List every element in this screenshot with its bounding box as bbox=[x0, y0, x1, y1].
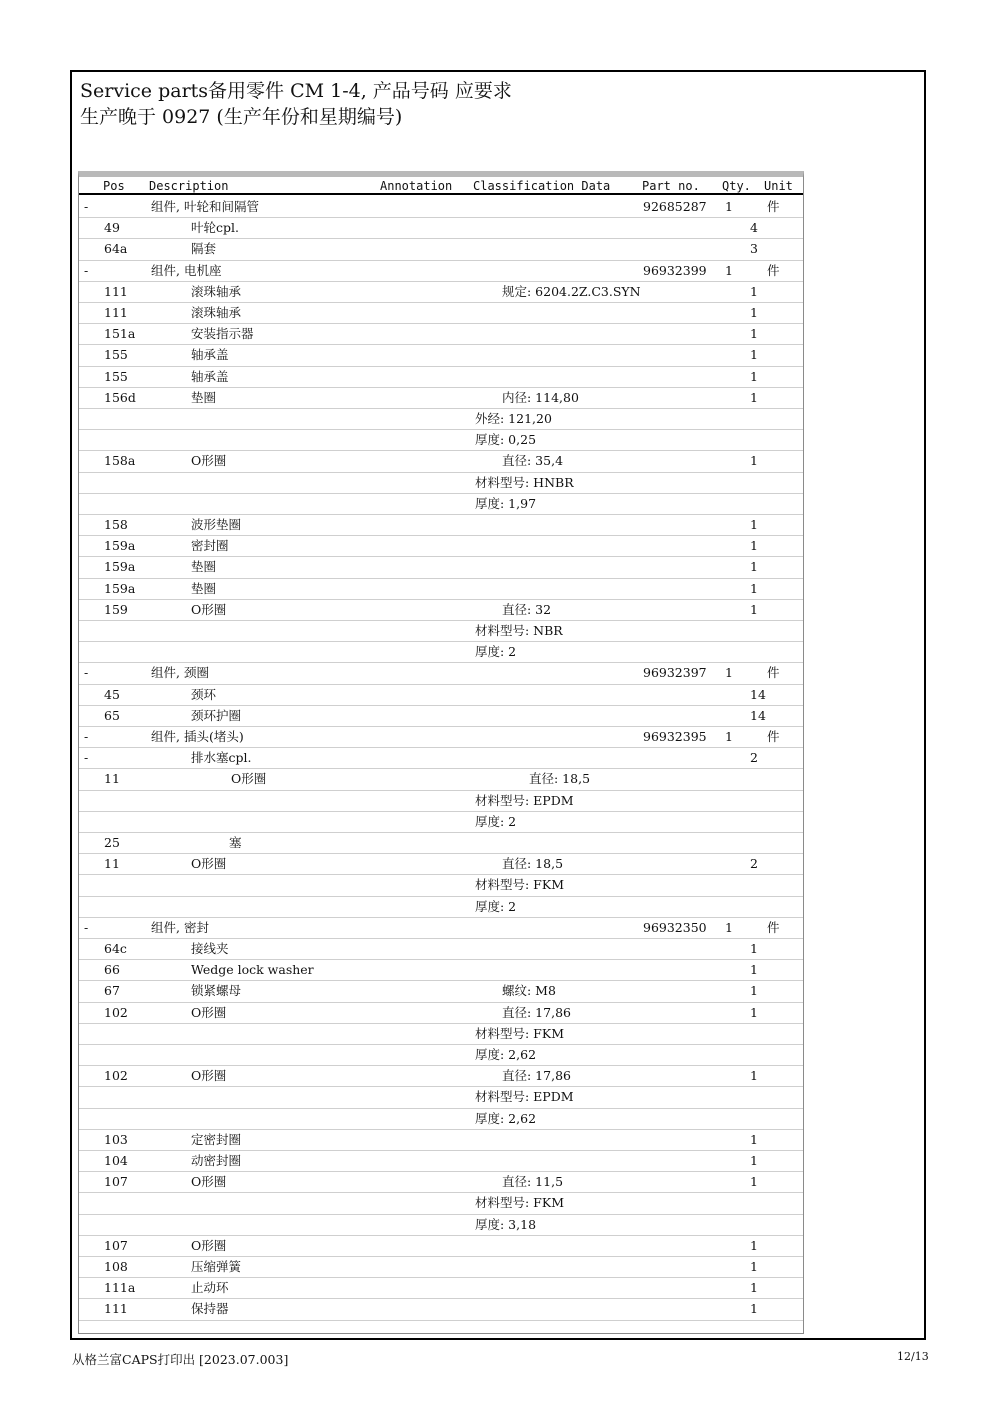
cell-classification: 材料型号: EPDM bbox=[475, 792, 574, 808]
table-row bbox=[79, 409, 803, 430]
col-unit-header: Unit bbox=[764, 179, 793, 193]
table-row bbox=[79, 960, 803, 981]
col-partno-header: Part no. bbox=[642, 179, 700, 193]
table-row bbox=[79, 1299, 803, 1320]
cell-unit: 件 bbox=[767, 729, 780, 744]
cell-description: 止动环 bbox=[191, 1280, 229, 1296]
cell-qty: 1 bbox=[725, 729, 733, 744]
cell-pos: 151a bbox=[104, 326, 136, 342]
title-line-1: Service parts备用零件 CM 1-4, 产品号码 应要求 bbox=[80, 80, 512, 102]
cell-qty: 1 bbox=[750, 305, 758, 320]
cell-description: 隔套 bbox=[191, 241, 217, 257]
cell-qty: 1 bbox=[750, 559, 758, 575]
cell-qty: 1 bbox=[750, 347, 758, 363]
cell-classification: 材料型号: FKM bbox=[475, 877, 564, 893]
cell-description: O形圈 bbox=[191, 453, 227, 469]
cell-description: 压缩弹簧 bbox=[191, 1259, 242, 1274]
table-row bbox=[79, 324, 803, 345]
cell-description: 定密封圈 bbox=[191, 1131, 242, 1147]
table-row bbox=[79, 1215, 803, 1236]
cell-qty: 1 bbox=[750, 283, 758, 299]
cell-classification: 直径: 35,4 bbox=[502, 453, 564, 469]
cell-part-no: 96932395 bbox=[643, 729, 707, 744]
table-row bbox=[79, 1087, 803, 1108]
cell-pos: 159 bbox=[104, 601, 128, 617]
col-classification-header: Classification Data bbox=[473, 179, 611, 193]
cell-unit: 件 bbox=[767, 665, 780, 681]
col-annotation-header: Annotation bbox=[380, 179, 453, 193]
cell-classification: 规定: 6204.2Z.C3.SYN bbox=[502, 283, 641, 299]
footer-page-number: 12/13 bbox=[897, 1350, 929, 1363]
table-row bbox=[79, 197, 803, 218]
cell-qty: 3 bbox=[750, 241, 758, 257]
cell-pos: 158 bbox=[104, 517, 128, 532]
cell-classification: 内径: 114,80 bbox=[502, 389, 579, 405]
cell-pos: 11 bbox=[104, 771, 120, 787]
cell-classification: 螺纹: M8 bbox=[502, 983, 556, 999]
cell-pos: 64c bbox=[104, 941, 127, 956]
cell-description: 密封圈 bbox=[191, 538, 229, 554]
table-row bbox=[79, 897, 803, 918]
table-row bbox=[79, 854, 803, 875]
cell-description: Wedge lock washer bbox=[191, 962, 314, 978]
cell-description: O形圈 bbox=[231, 771, 267, 787]
cell-pos: 107 bbox=[104, 1174, 128, 1190]
cell-qty: 1 bbox=[725, 262, 733, 278]
cell-pos: - bbox=[84, 729, 89, 744]
cell-pos: 111 bbox=[104, 283, 128, 299]
cell-qty: 1 bbox=[750, 1237, 758, 1253]
cell-qty: 1 bbox=[750, 1131, 758, 1147]
cell-unit: 件 bbox=[767, 262, 780, 278]
table-row bbox=[79, 706, 803, 727]
table-row bbox=[79, 282, 803, 303]
cell-qty: 1 bbox=[750, 983, 758, 999]
cell-part-no: 96932397 bbox=[643, 665, 707, 681]
cell-description: 轴承盖 bbox=[191, 347, 229, 363]
cell-qty: 14 bbox=[750, 707, 766, 723]
table-row bbox=[79, 663, 803, 684]
table-row bbox=[79, 367, 803, 388]
table-row bbox=[79, 1172, 803, 1193]
cell-pos: 103 bbox=[104, 1131, 128, 1147]
cell-description: O形圈 bbox=[191, 601, 227, 617]
cell-pos: 107 bbox=[104, 1237, 128, 1253]
table-row bbox=[79, 727, 803, 748]
cell-description: O形圈 bbox=[191, 1174, 227, 1190]
cell-pos: 111a bbox=[104, 1280, 136, 1296]
cell-pos: - bbox=[84, 262, 89, 278]
cell-pos: - bbox=[84, 750, 89, 766]
cell-pos: 64a bbox=[104, 241, 128, 257]
table-row bbox=[79, 473, 803, 494]
cell-pos: 156d bbox=[104, 389, 136, 405]
cell-description: 组件, 密封 bbox=[151, 919, 209, 935]
cell-classification: 材料型号: HNBR bbox=[475, 474, 574, 490]
cell-classification: 厚度: 2,62 bbox=[475, 1110, 537, 1126]
cell-pos: 102 bbox=[104, 1004, 128, 1020]
table-row bbox=[79, 557, 803, 578]
table-row bbox=[79, 1109, 803, 1130]
cell-qty: 2 bbox=[750, 750, 758, 766]
table-row bbox=[79, 981, 803, 1002]
cell-classification: 直径: 17,86 bbox=[502, 1068, 571, 1084]
table-row bbox=[79, 579, 803, 600]
table-row bbox=[79, 875, 803, 896]
page-title bbox=[80, 78, 512, 130]
table-row bbox=[79, 791, 803, 812]
cell-pos: - bbox=[84, 199, 89, 214]
table-row bbox=[79, 748, 803, 769]
cell-classification: 厚度: 0,25 bbox=[475, 432, 537, 448]
table-row bbox=[79, 388, 803, 409]
table-row bbox=[79, 451, 803, 472]
table-row bbox=[79, 939, 803, 960]
cell-pos: 155 bbox=[104, 347, 128, 363]
cell-classification: 厚度: 1,97 bbox=[475, 495, 537, 511]
cell-pos: 155 bbox=[104, 368, 128, 384]
cell-classification: 外经: 121,20 bbox=[475, 411, 552, 426]
cell-pos: 111 bbox=[104, 1301, 128, 1317]
cell-qty: 1 bbox=[750, 962, 758, 978]
cell-classification: 厚度: 2 bbox=[475, 813, 517, 829]
table-row bbox=[79, 1278, 803, 1299]
cell-qty: 4 bbox=[750, 220, 758, 236]
table-row bbox=[79, 1151, 803, 1172]
cell-classification: 直径: 11,5 bbox=[502, 1174, 564, 1190]
cell-description: O形圈 bbox=[191, 856, 227, 872]
cell-qty: 1 bbox=[750, 1068, 758, 1084]
cell-description: 滚珠轴承 bbox=[191, 283, 242, 299]
cell-classification: 材料型号: EPDM bbox=[475, 1089, 574, 1105]
cell-description: O形圈 bbox=[191, 1068, 227, 1084]
cell-pos: 102 bbox=[104, 1068, 128, 1084]
cell-pos: 159a bbox=[104, 559, 136, 575]
cell-qty: 1 bbox=[750, 453, 758, 469]
cell-description: 轴承盖 bbox=[191, 368, 229, 384]
cell-description: O形圈 bbox=[191, 1237, 227, 1253]
cell-description: 锁紧螺母 bbox=[191, 983, 242, 999]
cell-description: 组件, 叶轮和间隔管 bbox=[151, 199, 259, 214]
table-row bbox=[79, 1193, 803, 1214]
document-frame bbox=[70, 70, 926, 1340]
cell-description: 叶轮cpl. bbox=[191, 220, 239, 236]
cell-description: 组件, 电机座 bbox=[151, 262, 222, 278]
cell-classification: 直径: 32 bbox=[502, 601, 552, 617]
table-header bbox=[79, 177, 803, 195]
title-line-2: 生产晚于 0927 (生产年份和星期编号) bbox=[80, 106, 403, 128]
cell-description: 组件, 插头(堵头) bbox=[151, 729, 244, 744]
cell-pos: 65 bbox=[104, 707, 120, 723]
cell-pos: 45 bbox=[104, 686, 120, 702]
cell-pos: 25 bbox=[104, 835, 120, 850]
table-row bbox=[79, 642, 803, 663]
table-row bbox=[79, 833, 803, 854]
cell-classification: 材料型号: NBR bbox=[475, 623, 563, 638]
table-row bbox=[79, 685, 803, 706]
cell-classification: 厚度: 2 bbox=[475, 644, 517, 660]
cell-part-no: 96932399 bbox=[643, 262, 707, 278]
parts-table bbox=[78, 171, 804, 1334]
cell-qty: 1 bbox=[750, 1174, 758, 1190]
cell-classification: 直径: 18,5 bbox=[529, 771, 591, 787]
cell-qty: 1 bbox=[725, 199, 733, 214]
cell-qty: 1 bbox=[750, 368, 758, 384]
cell-pos: - bbox=[84, 665, 89, 681]
cell-description: 保持器 bbox=[191, 1301, 229, 1317]
cell-pos: 159a bbox=[104, 580, 136, 596]
cell-qty: 1 bbox=[750, 580, 758, 596]
table-row bbox=[79, 345, 803, 366]
cell-qty: 1 bbox=[750, 601, 758, 617]
cell-pos: - bbox=[84, 919, 89, 935]
table-row bbox=[79, 515, 803, 536]
cell-pos: 158a bbox=[104, 453, 136, 469]
cell-part-no: 96932350 bbox=[643, 919, 707, 935]
cell-pos: 108 bbox=[104, 1259, 128, 1274]
cell-classification: 材料型号: FKM bbox=[475, 1025, 564, 1041]
cell-qty: 2 bbox=[750, 856, 758, 872]
cell-pos: 104 bbox=[104, 1153, 128, 1168]
cell-pos: 66 bbox=[104, 962, 120, 978]
cell-description: 波形垫圈 bbox=[191, 517, 242, 532]
table-row bbox=[79, 261, 803, 282]
cell-qty: 1 bbox=[750, 326, 758, 342]
cell-qty: 1 bbox=[750, 1259, 758, 1274]
cell-description: O形圈 bbox=[191, 1004, 227, 1020]
cell-qty: 1 bbox=[750, 1153, 758, 1168]
cell-description: 滚珠轴承 bbox=[191, 305, 242, 320]
cell-qty: 1 bbox=[725, 919, 733, 935]
table-row bbox=[79, 1045, 803, 1066]
table-row bbox=[79, 621, 803, 642]
cell-pos: 159a bbox=[104, 538, 136, 554]
table-row bbox=[79, 1003, 803, 1024]
table-row bbox=[79, 218, 803, 239]
footer-print-info: 从格兰富CAPS打印出 [2023.07.003] bbox=[72, 1352, 289, 1367]
col-qty-header: Qty. bbox=[722, 179, 751, 193]
table-row bbox=[79, 239, 803, 260]
cell-qty: 1 bbox=[750, 1004, 758, 1020]
cell-unit: 件 bbox=[767, 919, 780, 935]
cell-classification: 厚度: 3,18 bbox=[475, 1216, 537, 1232]
cell-classification: 厚度: 2 bbox=[475, 898, 517, 914]
cell-description: 动密封圈 bbox=[191, 1153, 242, 1168]
col-description-header: Description bbox=[149, 179, 229, 193]
cell-description: 垫圈 bbox=[191, 559, 217, 575]
cell-classification: 直径: 18,5 bbox=[502, 856, 564, 872]
cell-description: 颈环护圈 bbox=[191, 707, 242, 723]
table-row bbox=[79, 600, 803, 621]
table-row bbox=[79, 430, 803, 451]
cell-qty: 14 bbox=[750, 686, 766, 702]
table-row bbox=[79, 1024, 803, 1045]
cell-pos: 49 bbox=[104, 220, 120, 236]
cell-qty: 1 bbox=[750, 389, 758, 405]
table-row bbox=[79, 494, 803, 515]
cell-qty: 1 bbox=[750, 941, 758, 956]
cell-unit: 件 bbox=[767, 199, 780, 214]
cell-pos: 11 bbox=[104, 856, 120, 872]
col-pos-header: Pos bbox=[103, 179, 125, 193]
cell-qty: 1 bbox=[750, 538, 758, 554]
cell-qty: 1 bbox=[750, 1301, 758, 1317]
cell-description: 组件, 颈圈 bbox=[151, 665, 209, 681]
table-row bbox=[79, 918, 803, 939]
cell-description: 塞 bbox=[229, 835, 242, 850]
table-row bbox=[79, 536, 803, 557]
cell-classification: 材料型号: FKM bbox=[475, 1195, 564, 1211]
cell-pos: 67 bbox=[104, 983, 120, 999]
table-row bbox=[79, 1066, 803, 1087]
cell-description: 垫圈 bbox=[191, 580, 217, 596]
table-row bbox=[79, 812, 803, 833]
cell-part-no: 92685287 bbox=[643, 199, 707, 214]
cell-qty: 1 bbox=[750, 517, 758, 532]
table-row bbox=[79, 1236, 803, 1257]
cell-description: 垫圈 bbox=[191, 389, 217, 405]
cell-classification: 厚度: 2,62 bbox=[475, 1047, 537, 1062]
cell-pos: 111 bbox=[104, 305, 128, 320]
cell-description: 颈环 bbox=[191, 686, 217, 702]
cell-description: 安装指示器 bbox=[191, 326, 254, 342]
cell-description: 排水塞cpl. bbox=[191, 750, 252, 766]
table-row bbox=[79, 1130, 803, 1151]
table-row bbox=[79, 1257, 803, 1278]
cell-classification: 直径: 17,86 bbox=[502, 1004, 571, 1020]
table-row bbox=[79, 303, 803, 324]
cell-qty: 1 bbox=[750, 1280, 758, 1296]
cell-qty: 1 bbox=[725, 665, 733, 681]
cell-description: 接线夹 bbox=[191, 941, 229, 956]
table-row bbox=[79, 769, 803, 790]
